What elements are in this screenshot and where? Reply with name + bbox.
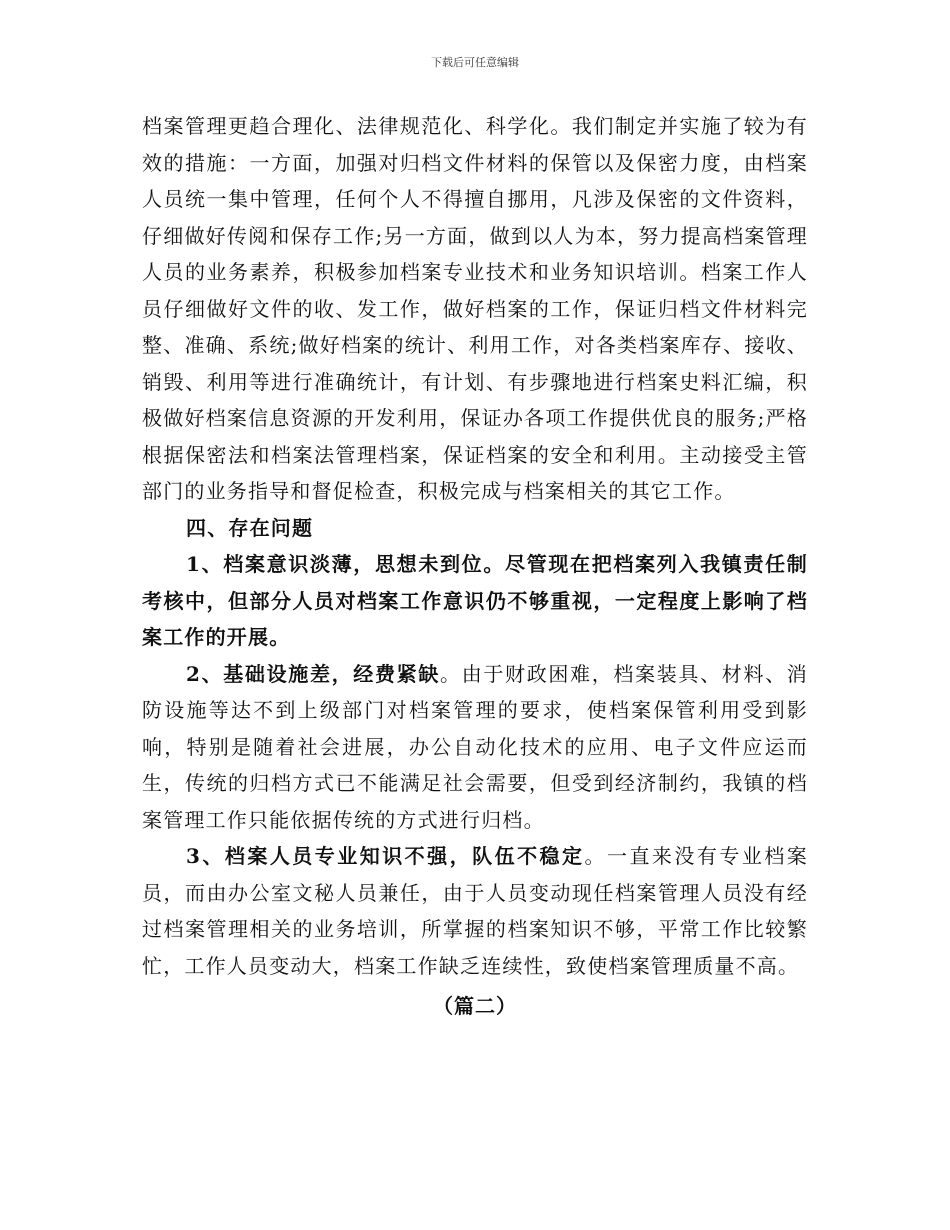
problem-item-3 [142,838,808,984]
problem-item-2-text: 。由于财政困难，档案装具、材料、消防设施等达不到上级部门对档案管理的要求，使档案保管利用受到影响，特别是随着社会进展，办公自动化技术的应用、电子文件应运而生，传统的归档方式已不能满足社会需要，但受到经济制约，我镇的档案管理工作只能依据传统的方式进行归档。 [142,661,808,832]
page-header: 下载后可任意编辑 [431,56,519,69]
problem-item-2-title: 2、基础设施差，经费紧缺 [186,661,441,686]
problem-item-1 [142,546,808,656]
part-two-title: （篇二） [433,994,517,1018]
section-heading-problems: 四、存在问题 [186,515,314,540]
problem-item-2 [142,656,808,839]
problem-item-3-title: 3、档案人员专业知识不强，队伍不稳定 [186,844,585,868]
problem-item-1-text: 1、档案意识淡薄，思想未到位。尽管现在把档案列入我镇责任制考核中，但部分人员对档案工作意识仍不够重视，一定程度上影响了档案工作的开展。 [142,552,808,649]
document-body [142,108,808,1025]
intro-paragraph: 档案管理更趋合理化、法律规范化、科学化。我们制定并实施了较为有效的措施：一方面，加强对归档文件材料的保管以及保密力度，由档案人员统一集中管理，任何个人不得擅自挪用，凡涉及保密的文件资料，仔细做好传阅和保存工作;另一方面，做到以人为本，努力提高档案管理人员的业务素养，积极参加档案专业技术和业务知识培训。档案工作人员仔细做好文件的收、发工作，做好档案的工作，保证归档文件材料完整、准确、系统;做好档案的统计、利用工作，对各类档案库存、接收、销毁、利用等进行准确统计，有计划、有步骤地进行档案史料汇编，积极做好档案信息资源的开发利用，保证办各项工作提供优良的服务;严格根据保密法和档案法管理档案，保证档案的安全和利用。主动接受主管部门的业务指导和督促检查，积极完成与档案相关的其它工作。 [142,114,808,503]
problem-item-3-text: 。一直来没有专业档案员，而由办公室文秘人员兼任，由于人员变动现任档案管理人员没有经过档案管理相关的业务培训，所掌握的档案知识不够，平常工作比较繁忙，工作人员变动大，档案工作缺乏连续性，致使档案管理质量不高。 [142,844,808,978]
